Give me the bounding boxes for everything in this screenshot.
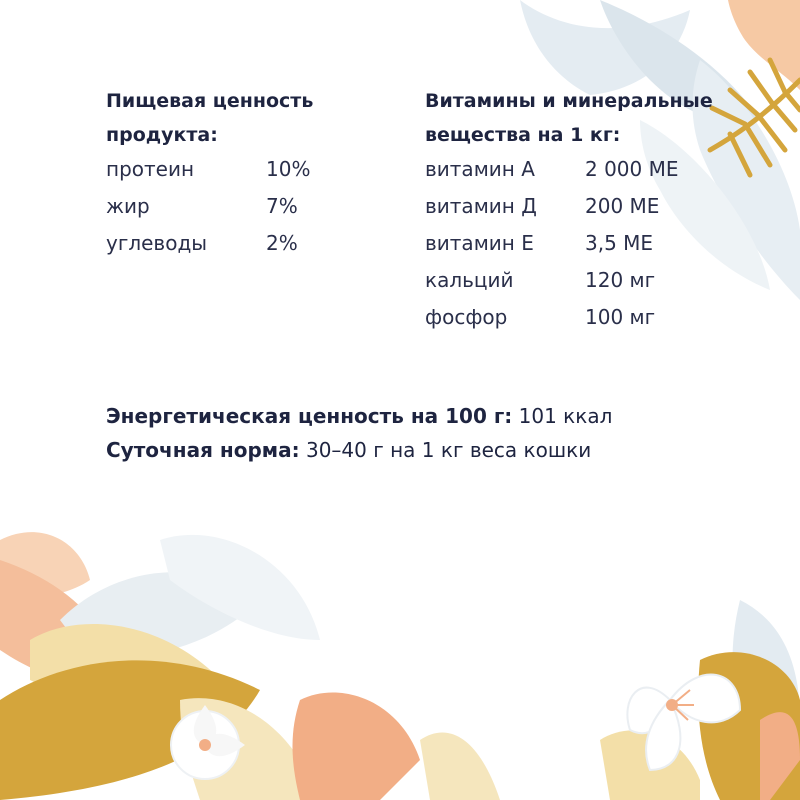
nutrition-row-name: углеводы [106, 231, 208, 255]
daily-norm-label: Суточная норма: [106, 438, 300, 462]
energy-value-line [106, 402, 612, 430]
mineral-row-value: 120 мг [585, 268, 656, 292]
nutrition-heading [106, 84, 313, 152]
nutrition-row-value: 7% [266, 194, 298, 218]
vitamins-heading-line2: вещества на 1 кг: [425, 124, 621, 146]
nutrition-row-name: протеин [106, 157, 195, 181]
nutrition-row-value: 10% [266, 157, 311, 181]
energy-value: 101 ккал [518, 404, 613, 428]
vitamins-heading-line1: Витамины и минеральные [425, 90, 713, 112]
nutrition-row-value: 2% [266, 231, 298, 255]
mineral-row-name: фосфор [425, 305, 508, 329]
daily-norm-value: 30–40 г на 1 кг веса кошки [305, 438, 592, 462]
nutrition-heading-line2: продукта: [106, 124, 218, 146]
vitamin-row-name: витамин А [425, 157, 535, 181]
vitamin-row-value: 2 000 МЕ [585, 157, 679, 181]
vitamins-heading [425, 84, 713, 152]
vitamin-row-name: витамин Е [425, 231, 534, 255]
nutrition-row-name: жир [106, 194, 150, 218]
nutrition-heading-line1: Пищевая ценность [106, 90, 314, 112]
mineral-row-value: 100 мг [585, 305, 656, 329]
vitamin-row-name: витамин Д [425, 194, 537, 218]
mineral-row-name: кальций [425, 268, 514, 292]
daily-norm-line [106, 436, 591, 464]
energy-label: Энергетическая ценность на 100 г: [106, 404, 513, 428]
vitamin-row-value: 3,5 МЕ [585, 231, 654, 255]
vitamin-row-value: 200 МЕ [585, 194, 660, 218]
